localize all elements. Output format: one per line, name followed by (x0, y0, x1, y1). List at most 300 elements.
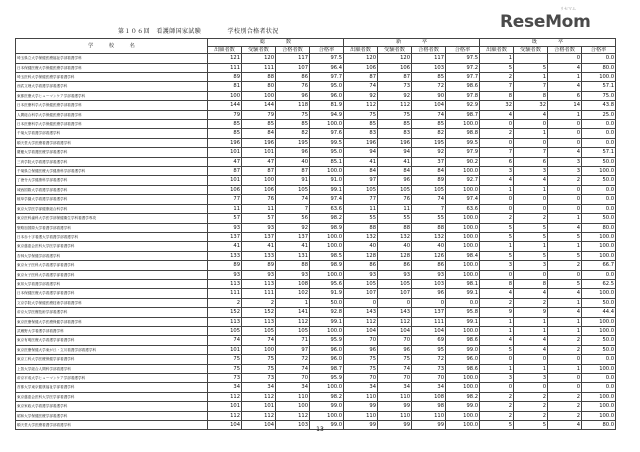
value-cell: 74 (344, 82, 378, 91)
value-cell: 105 (344, 279, 378, 288)
value-cell: 55 (412, 214, 446, 223)
value-cell: 112 (276, 317, 310, 326)
value-cell: 85 (208, 129, 242, 138)
value-cell: 98.9 (310, 261, 344, 270)
value-cell: 96 (344, 345, 378, 354)
value-cell: 1 (480, 364, 514, 373)
value-cell: 4 (480, 110, 514, 119)
table-row (16, 195, 616, 204)
table-row (16, 91, 616, 100)
value-cell: 92 (412, 148, 446, 157)
value-cell: 100.0 (310, 232, 344, 241)
value-cell: 106 (242, 185, 276, 194)
value-cell: 100.0 (582, 402, 616, 411)
value-cell: 3 (514, 261, 548, 270)
value-cell: 85 (276, 120, 310, 129)
value-cell: 70 (378, 374, 412, 383)
value-cell: 132 (378, 232, 412, 241)
value-cell: 2 (242, 298, 276, 307)
value-cell: 101 (208, 402, 242, 411)
value-cell: 97.7 (446, 73, 480, 82)
table-row (16, 336, 616, 345)
value-cell: 100.0 (446, 421, 480, 430)
value-cell: 98.6 (446, 364, 480, 373)
value-cell: 80.0 (582, 421, 616, 430)
value-cell: 74 (378, 364, 412, 373)
value-cell: 113 (242, 317, 276, 326)
header-row-groups (16, 39, 616, 47)
value-cell: 84 (344, 167, 378, 176)
value-cell: 88 (344, 223, 378, 232)
value-cell: 118 (276, 101, 310, 110)
value-cell: 1 (514, 185, 548, 194)
value-cell: 98.5 (310, 251, 344, 260)
value-cell: 5 (480, 251, 514, 260)
value-cell: 100.0 (446, 383, 480, 392)
value-cell: 86 (344, 261, 378, 270)
value-cell: 83 (344, 129, 378, 138)
value-cell: 0 (514, 383, 548, 392)
value-cell: 4 (514, 336, 548, 345)
value-cell: 4 (480, 289, 514, 298)
value-cell: 57.1 (582, 82, 616, 91)
value-cell: 14 (548, 101, 582, 110)
value-cell: 96.0 (310, 345, 344, 354)
value-cell: 112 (344, 101, 378, 110)
value-cell: 56 (276, 214, 310, 223)
value-cell: 98.6 (446, 82, 480, 91)
value-cell: 98.8 (446, 129, 480, 138)
value-cell: 7 (412, 204, 446, 213)
value-cell: 97.7 (310, 73, 344, 82)
value-cell: 120 (344, 54, 378, 63)
school-name-cell: 東京医療保健大学医療保健学部看護学科 (16, 317, 208, 326)
value-cell: 41 (276, 242, 310, 251)
value-cell: 4 (548, 223, 582, 232)
table-row (16, 204, 616, 213)
value-cell: 74 (276, 364, 310, 373)
value-cell: 5 (480, 63, 514, 72)
value-cell: 4 (514, 345, 548, 354)
value-cell: 99.0 (446, 345, 480, 354)
school-name-cell: 東邦大学看護学部看護学科 (16, 279, 208, 288)
value-cell: 75 (344, 364, 378, 373)
group-header: 既 卒 (480, 39, 616, 47)
value-cell: 50.0 (582, 345, 616, 354)
value-cell: 100.0 (310, 326, 344, 335)
value-cell: 11 (208, 204, 242, 213)
value-cell: 104 (242, 421, 276, 430)
value-cell: 152 (242, 308, 276, 317)
value-cell: 113 (242, 279, 276, 288)
school-name-cell: 日本医療科学大学保健医療学部看護学科 (16, 101, 208, 110)
value-cell: 97 (344, 176, 378, 185)
value-cell: 50.0 (582, 214, 616, 223)
table-row (16, 279, 616, 288)
value-cell: 25.0 (582, 110, 616, 119)
value-cell: 96.0 (446, 355, 480, 364)
table-row (16, 129, 616, 138)
school-name-cell: 上智大学総合人間科学部看護学科 (16, 364, 208, 373)
value-cell: 93 (242, 223, 276, 232)
school-name-cell: 東京医科歯科大学医学部保健衛生学科看護学専攻 (16, 214, 208, 223)
value-cell: 93 (344, 270, 378, 279)
value-cell: 107 (344, 289, 378, 298)
column-header: 受験者数 (242, 46, 276, 54)
value-cell: 63.6 (446, 204, 480, 213)
value-cell: 72 (412, 355, 446, 364)
value-cell: 98.7 (310, 364, 344, 373)
value-cell: 0 (412, 298, 446, 307)
value-cell: 100.0 (310, 270, 344, 279)
value-cell: 50.0 (310, 298, 344, 307)
value-cell: 143 (344, 308, 378, 317)
value-cell: 50.0 (582, 336, 616, 345)
value-cell: 2 (514, 392, 548, 401)
value-cell: 104 (378, 326, 412, 335)
value-cell: 105 (412, 185, 446, 194)
value-cell: 1 (514, 242, 548, 251)
value-cell: 2 (480, 298, 514, 307)
value-cell: 98.9 (310, 223, 344, 232)
value-cell: 0 (480, 270, 514, 279)
value-cell: 93 (208, 270, 242, 279)
page-number: 13 (316, 426, 324, 433)
value-cell: 126 (412, 251, 446, 260)
value-cell: 4 (480, 336, 514, 345)
value-cell: 55 (378, 214, 412, 223)
table-row (16, 176, 616, 185)
value-cell: 81 (208, 82, 242, 91)
table-row (16, 270, 616, 279)
value-cell: 0 (548, 383, 582, 392)
value-cell: 100.0 (582, 364, 616, 373)
school-name-cell: 千葉県立保健医療大学健康科学部看護学科 (16, 167, 208, 176)
value-cell: 0 (514, 138, 548, 147)
value-cell: 0 (514, 195, 548, 204)
value-cell: 70 (344, 336, 378, 345)
value-cell: 128 (344, 251, 378, 260)
value-cell: 79 (242, 110, 276, 119)
value-cell: 91.9 (310, 289, 344, 298)
value-cell: 86 (412, 261, 446, 270)
school-name-cell: 三育学院大学看護学部看護学科 (16, 157, 208, 166)
value-cell: 86 (378, 261, 412, 270)
value-cell: 100.0 (446, 120, 480, 129)
value-cell: 8 (480, 279, 514, 288)
value-cell: 4 (548, 148, 582, 157)
value-cell: 112 (378, 317, 412, 326)
value-cell: 57 (208, 214, 242, 223)
value-cell: 96.4 (310, 63, 344, 72)
value-cell: 93 (378, 270, 412, 279)
value-cell: 196 (208, 138, 242, 147)
value-cell: 102 (276, 289, 310, 298)
table-row (16, 214, 616, 223)
value-cell: 74 (276, 195, 310, 204)
school-name-cell: 昭和大学保健医療学部看護学科 (16, 411, 208, 420)
group-header: 総 数 (208, 39, 344, 47)
value-cell: 100.0 (310, 242, 344, 251)
value-cell: 105 (276, 185, 310, 194)
value-cell: 100.0 (446, 261, 480, 270)
value-cell: 0 (480, 355, 514, 364)
value-cell: 2 (514, 402, 548, 411)
value-cell: 100.0 (446, 223, 480, 232)
column-header: 出願者数 (344, 46, 378, 54)
table-row (16, 101, 616, 110)
value-cell: 70 (276, 374, 310, 383)
value-cell: 11 (378, 204, 412, 213)
value-cell: 92 (378, 91, 412, 100)
value-cell: 95.0 (310, 148, 344, 157)
value-cell: 4 (548, 63, 582, 72)
value-cell: 2 (548, 411, 582, 420)
value-cell: 0 (514, 270, 548, 279)
value-cell: 7 (514, 148, 548, 157)
value-cell: 96 (378, 345, 412, 354)
table-row (16, 138, 616, 147)
column-header: 合格者数 (548, 46, 582, 54)
value-cell: 104 (412, 326, 446, 335)
value-cell: 88 (276, 261, 310, 270)
column-header: 受験者数 (378, 46, 412, 54)
value-cell: 5 (548, 251, 582, 260)
value-cell: 82 (276, 129, 310, 138)
value-cell: 84 (242, 129, 276, 138)
value-cell: 1 (514, 364, 548, 373)
value-cell: 110 (344, 411, 378, 420)
value-cell: 75 (344, 355, 378, 364)
value-cell: 88 (378, 223, 412, 232)
value-cell: 97.4 (446, 195, 480, 204)
value-cell: 0 (548, 355, 582, 364)
table-row (16, 157, 616, 166)
value-cell: 76 (242, 195, 276, 204)
value-cell: 71 (276, 336, 310, 345)
value-cell: 7 (276, 204, 310, 213)
value-cell: 111 (242, 289, 276, 298)
value-cell: 110 (378, 411, 412, 420)
value-cell: 0 (548, 195, 582, 204)
value-cell: 93 (276, 270, 310, 279)
value-cell: 83 (378, 129, 412, 138)
value-cell: 69 (412, 336, 446, 345)
value-cell: 70 (378, 336, 412, 345)
value-cell: 1 (548, 242, 582, 251)
value-cell: 144 (208, 101, 242, 110)
value-cell: 5 (548, 232, 582, 241)
value-cell: 100.0 (446, 411, 480, 420)
table-row (16, 355, 616, 364)
value-cell: 34 (412, 383, 446, 392)
value-cell: 105 (276, 326, 310, 335)
value-cell: 92 (344, 91, 378, 100)
value-cell: 32 (480, 101, 514, 110)
value-cell: 2 (514, 214, 548, 223)
value-cell: 8 (514, 91, 548, 100)
value-cell: 0 (548, 120, 582, 129)
value-cell: 111 (208, 63, 242, 72)
results-table (15, 38, 616, 430)
value-cell: 73 (242, 374, 276, 383)
value-cell: 40 (344, 242, 378, 251)
school-name-cell: 植草学園大学看護学部看護学科 (16, 195, 208, 204)
table-row (16, 402, 616, 411)
value-cell: 4 (548, 289, 582, 298)
value-cell: 112 (344, 317, 378, 326)
value-cell: 112 (208, 392, 242, 401)
value-cell: 100.0 (446, 232, 480, 241)
value-cell: 0 (480, 204, 514, 213)
school-name-cell: 日本保健医療大学保健医療学部看護学科 (16, 63, 208, 72)
resemom-logo: ReseMom (500, 12, 591, 32)
value-cell: 62.5 (582, 279, 616, 288)
value-cell: 8 (480, 91, 514, 100)
value-cell: 84 (412, 167, 446, 176)
value-cell: 117 (276, 54, 310, 63)
value-cell: 105 (378, 185, 412, 194)
value-cell: 1 (548, 364, 582, 373)
value-cell: 0.0 (582, 129, 616, 138)
school-name-cell: 東京慈恵会医科大学医学部看護学科 (16, 392, 208, 401)
value-cell: 0 (378, 298, 412, 307)
value-cell: 2 (480, 411, 514, 420)
column-header: 合格者数 (276, 46, 310, 54)
value-cell: 4 (548, 421, 582, 430)
table-row (16, 82, 616, 91)
value-cell: 132 (412, 232, 446, 241)
value-cell: 0.0 (582, 120, 616, 129)
value-cell: 40 (378, 242, 412, 251)
value-cell: 66.7 (582, 261, 616, 270)
table-row (16, 148, 616, 157)
value-cell: 110 (344, 392, 378, 401)
school-name-cell: 東京大学医学部健康総合科学科 (16, 204, 208, 213)
column-header: 受験者数 (514, 46, 548, 54)
value-cell: 57.1 (582, 148, 616, 157)
value-cell: 34 (378, 383, 412, 392)
value-cell: 99.5 (446, 138, 480, 147)
column-header: 合格者数 (412, 46, 446, 54)
value-cell (514, 54, 548, 63)
value-cell: 4 (548, 308, 582, 317)
value-cell: 6 (548, 91, 582, 100)
table-row (16, 73, 616, 82)
value-cell: 0 (480, 195, 514, 204)
value-cell: 99 (378, 421, 412, 430)
value-cell: 4 (548, 82, 582, 91)
value-cell: 5 (514, 421, 548, 430)
value-cell: 3 (514, 374, 548, 383)
value-cell: 0.0 (582, 383, 616, 392)
value-cell: 8 (514, 279, 548, 288)
value-cell: 82 (412, 129, 446, 138)
value-cell: 37 (412, 157, 446, 166)
table-row (16, 392, 616, 401)
value-cell: 96.0 (310, 91, 344, 100)
value-cell: 95.6 (310, 279, 344, 288)
value-cell: 0 (480, 120, 514, 129)
value-cell: 100.0 (582, 317, 616, 326)
value-cell: 50.0 (582, 176, 616, 185)
value-cell: 101 (208, 148, 242, 157)
school-name-cell: 東京家政大学看護学部看護学科 (16, 402, 208, 411)
value-cell: 1 (548, 317, 582, 326)
value-cell: 75 (344, 110, 378, 119)
value-cell: 133 (242, 251, 276, 260)
school-name-cell: 杏林大学保健学部看護学科 (16, 251, 208, 260)
value-cell: 91 (276, 176, 310, 185)
school-name-cell: 東京工科大学医療保健学部看護学科 (16, 355, 208, 364)
value-cell: 99.5 (310, 138, 344, 147)
value-cell: 113 (208, 279, 242, 288)
value-cell: 0 (344, 298, 378, 307)
value-cell: 1 (548, 110, 582, 119)
value-cell: 0 (548, 54, 582, 63)
value-cell: 73 (412, 364, 446, 373)
value-cell: 96 (378, 176, 412, 185)
table-row (16, 223, 616, 232)
value-cell: 75 (242, 364, 276, 373)
value-cell: 1 (276, 298, 310, 307)
value-cell: 77 (208, 195, 242, 204)
value-cell: 99.0 (446, 402, 480, 411)
value-cell: 112 (378, 101, 412, 110)
value-cell: 99 (344, 421, 378, 430)
school-name-cell: 東都医療大学ヒューマンケア学部看護学科 (16, 91, 208, 100)
school-name-cell: 順天堂大学医療看護学部看護学科 (16, 138, 208, 147)
value-cell: 94 (344, 148, 378, 157)
value-cell: 80.0 (582, 63, 616, 72)
value-cell: 112 (242, 392, 276, 401)
school-name-cell: 日本医療科学大学保健医療学部看護学科 (16, 120, 208, 129)
value-cell: 2 (480, 129, 514, 138)
value-cell: 2 (548, 392, 582, 401)
value-cell: 96.0 (310, 355, 344, 364)
value-cell: 96 (412, 289, 446, 298)
value-cell: 1 (514, 326, 548, 335)
value-cell: 110 (276, 392, 310, 401)
value-cell: 80.0 (582, 223, 616, 232)
value-cell: 107 (378, 289, 412, 298)
school-name-cell: 聖路加国際大学看護学部看護学科 (16, 223, 208, 232)
value-cell: 0 (548, 185, 582, 194)
table-row (16, 364, 616, 373)
value-cell: 100.0 (582, 289, 616, 298)
value-cell: 100.0 (446, 270, 480, 279)
table-row (16, 326, 616, 335)
value-cell: 137 (208, 232, 242, 241)
value-cell: 97.8 (446, 91, 480, 100)
value-cell: 6 (514, 157, 548, 166)
table-header (16, 39, 616, 54)
value-cell: 41 (378, 157, 412, 166)
value-cell: 92.7 (446, 176, 480, 185)
value-cell: 70 (344, 374, 378, 383)
value-cell: 75 (378, 110, 412, 119)
value-cell: 97.6 (310, 129, 344, 138)
value-cell: 95.9 (310, 374, 344, 383)
value-cell: 108 (412, 392, 446, 401)
value-cell: 90 (412, 91, 446, 100)
value-cell: 196 (378, 138, 412, 147)
value-cell: 100.0 (582, 167, 616, 176)
value-cell: 81.9 (310, 101, 344, 110)
value-cell: 3 (514, 167, 548, 176)
value-cell: 95.0 (310, 82, 344, 91)
value-cell: 2 (480, 214, 514, 223)
